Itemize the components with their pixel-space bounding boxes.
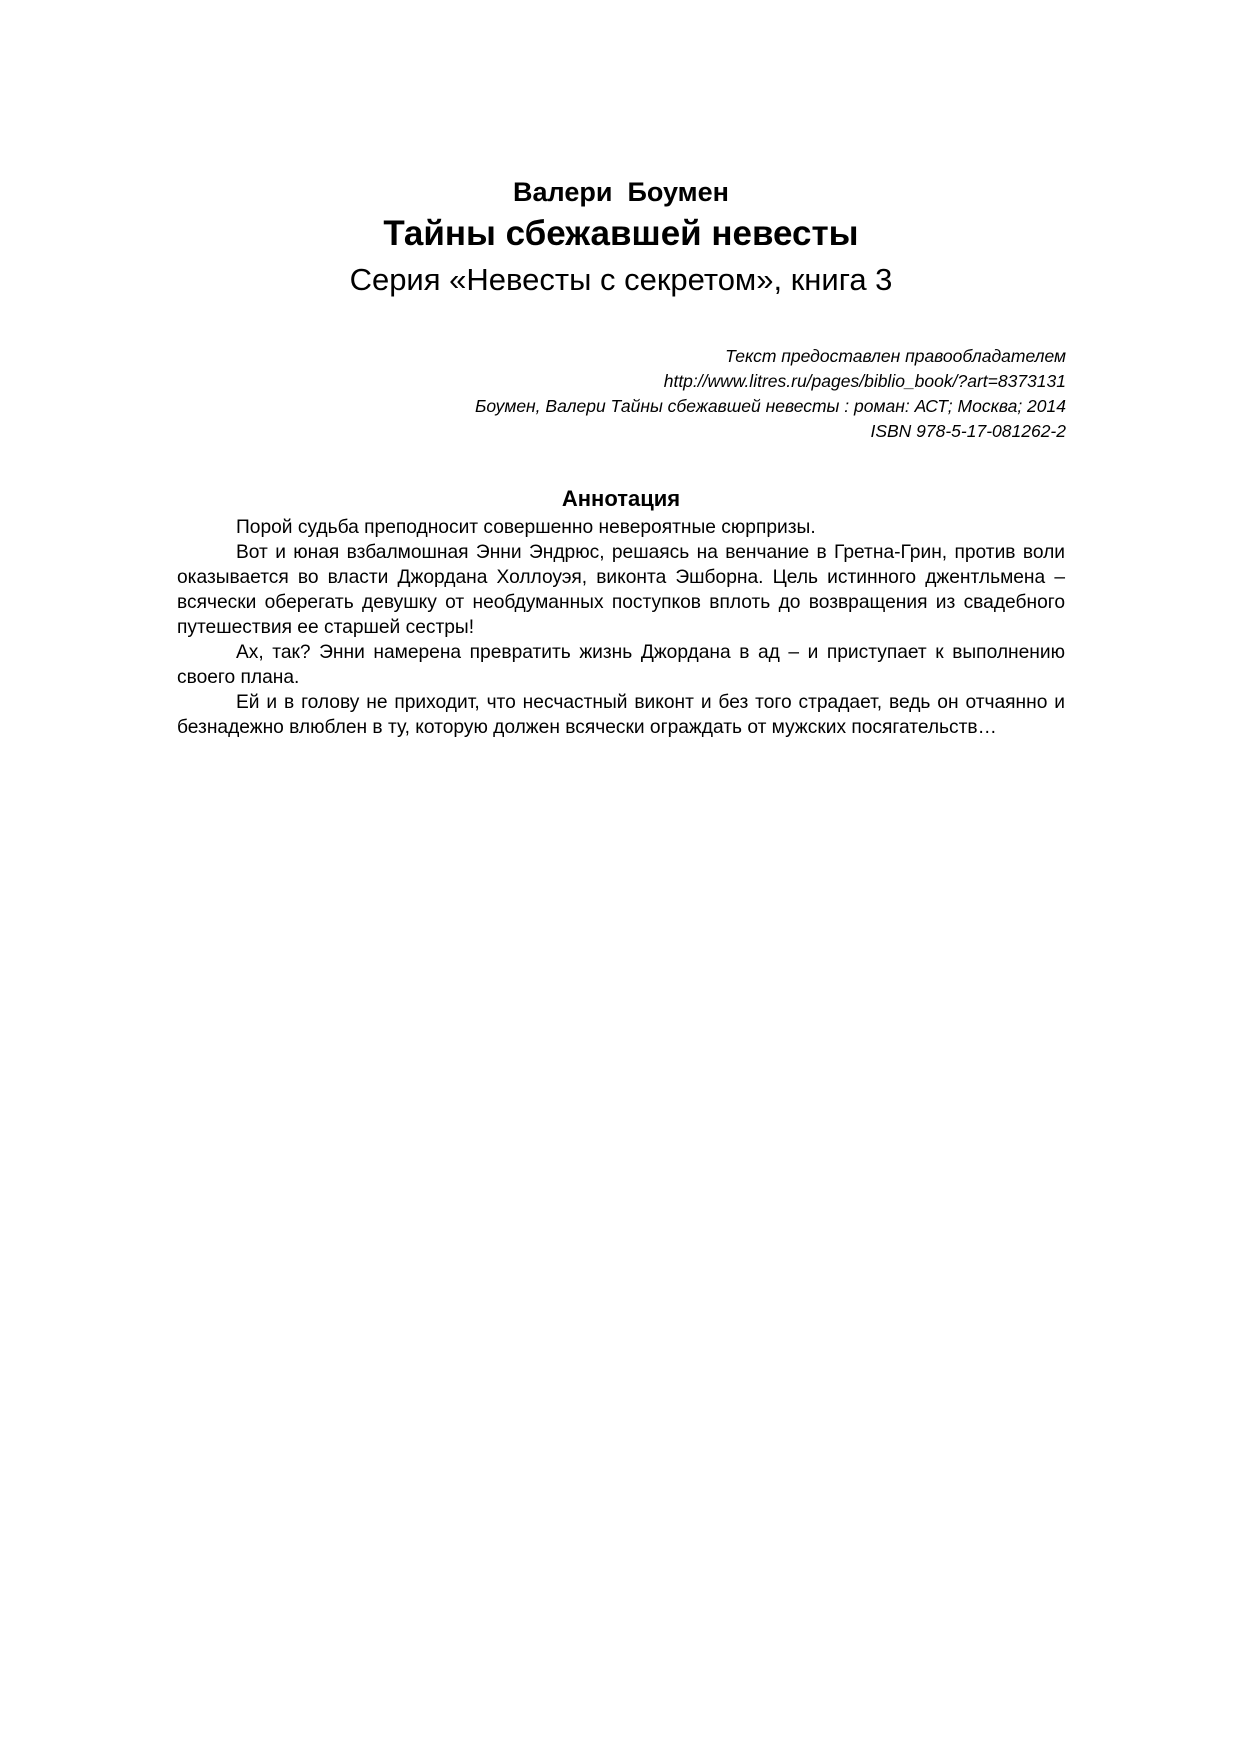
source-url-line: http://www.litres.ru/pages/biblio_book/?art=8373131	[663, 371, 1066, 391]
book-series: Серия «Невесты с секретом», книга 3	[349, 262, 893, 297]
annotation-paragraph: Порой судьба преподносит совершенно невероятные сюрпризы.	[236, 517, 816, 538]
publication-info	[400, 344, 1066, 444]
rights-holder-line: Текст предоставлен правообладателем	[725, 346, 1066, 366]
annotation-paragraph: Ей и в голову не приходит, что несчастный виконт и без того страдает, ведь он отчаянно и безнадежно влюблен в ту, которую должен всячески ограждать от мужских посягательств…	[177, 692, 1065, 738]
book-header	[176, 172, 1066, 302]
annotation-paragraph: Вот и юная взбалмошная Энни Эндрюс, решаясь на венчание в Гретна-Грин, против воли оказывается во власти Джордана Холлоуэя, виконта Эшборна. Цель истинного джентльмена – всячески оберегать девушку от необдуманных поступков вплоть до возвращения из свадебного путешествия ее старшей сестры!	[177, 542, 1065, 638]
annotation-paragraph: Ах, так? Энни намерена превратить жизнь Джордана в ад – и приступает к выполнению своего плана.	[177, 642, 1065, 688]
annotation-section	[177, 484, 1065, 740]
annotation-heading: Аннотация	[561, 486, 681, 511]
isbn-line: ISBN 978-5-17-081262-2	[870, 421, 1066, 441]
book-title: Тайны сбежавшей невесты	[383, 214, 859, 253]
bibliographic-line: Боумен, Валери Тайны сбежавшей невесты : роман: АСТ; Москва; 2014	[475, 396, 1066, 416]
book-author: Валери Боумен	[513, 177, 729, 207]
